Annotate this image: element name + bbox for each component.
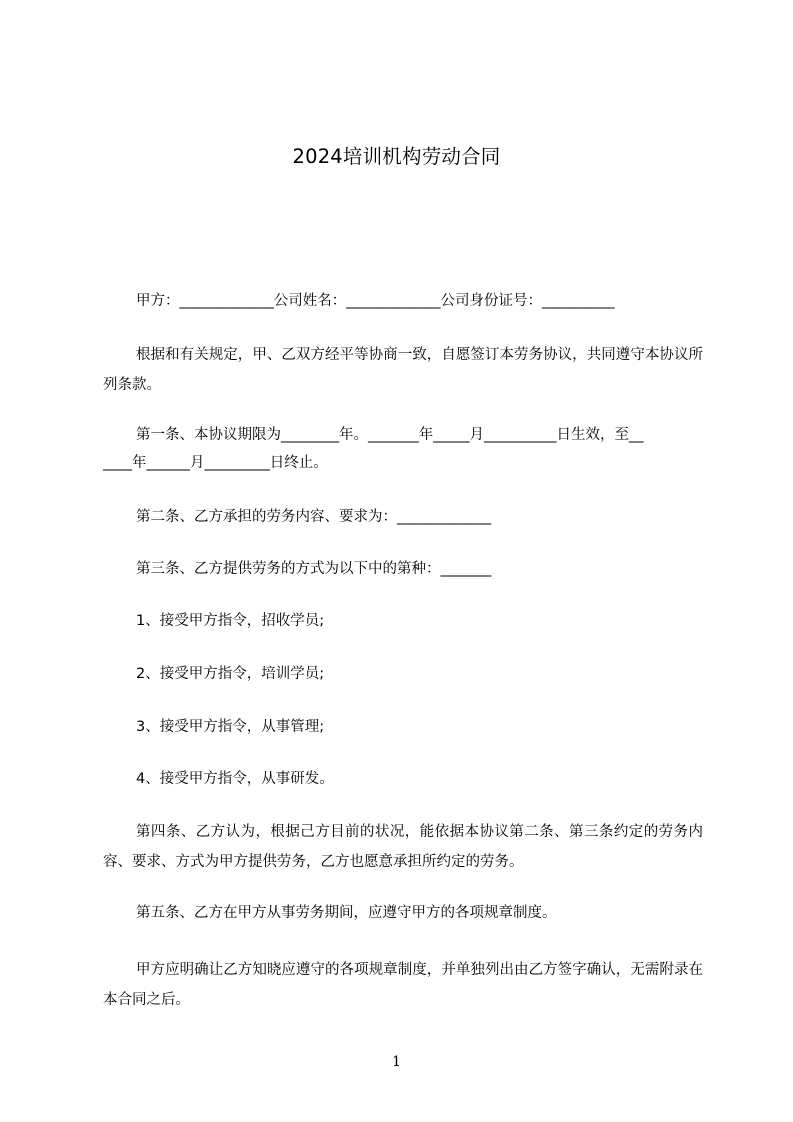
regulation-paragraph: 甲方应明确让乙方知晓应遵守的各项规章制度，并单独列出由乙方签字确认，无需附录在本合同之后。 xyxy=(103,962,703,1008)
list-item-1: 1、接受甲方指令，招收学员; xyxy=(136,613,325,629)
preamble-paragraph: 根据和有关规定，甲、乙双方经平等协商一致，自愿签订本劳务协议，共同遵守本协议所列条款。 xyxy=(103,347,703,393)
party-info-line: 甲方：_____________公司姓名：_____________公司身份证号：__________ xyxy=(136,293,615,309)
list-item-2: 2、接受甲方指令，培训学员; xyxy=(136,666,325,682)
article-2: 第二条、乙方承担的劳务内容、要求为：_____________ xyxy=(136,509,492,525)
list-item-4: 4、接受甲方指令，从事研发。 xyxy=(136,771,334,787)
article-1-line-2: ____年______月_________日终止。 xyxy=(103,455,328,471)
article-5: 第五条、乙方在甲方从事劳务期间，应遵守甲方的各项规章制度。 xyxy=(136,905,557,921)
list-item-3: 3、接受甲方指令，从事管理; xyxy=(136,719,325,735)
document-title: 2024培训机构劳动合同 xyxy=(292,145,501,168)
page-number: 1 xyxy=(392,1054,401,1070)
article-3: 第三条、乙方提供劳务的方式为以下中的第种：_______ xyxy=(136,561,492,577)
article-4: 第四条、乙方认为，根据己方目前的状况，能依据本协议第二条、第三条约定的劳务内容、要求、方式为甲方提供劳务，乙方也愿意承担所约定的劳务。 xyxy=(103,824,703,870)
article-1-line-1: 第一条、本协议期限为________年。_______年_____月__________日生效，至__ xyxy=(136,427,644,443)
